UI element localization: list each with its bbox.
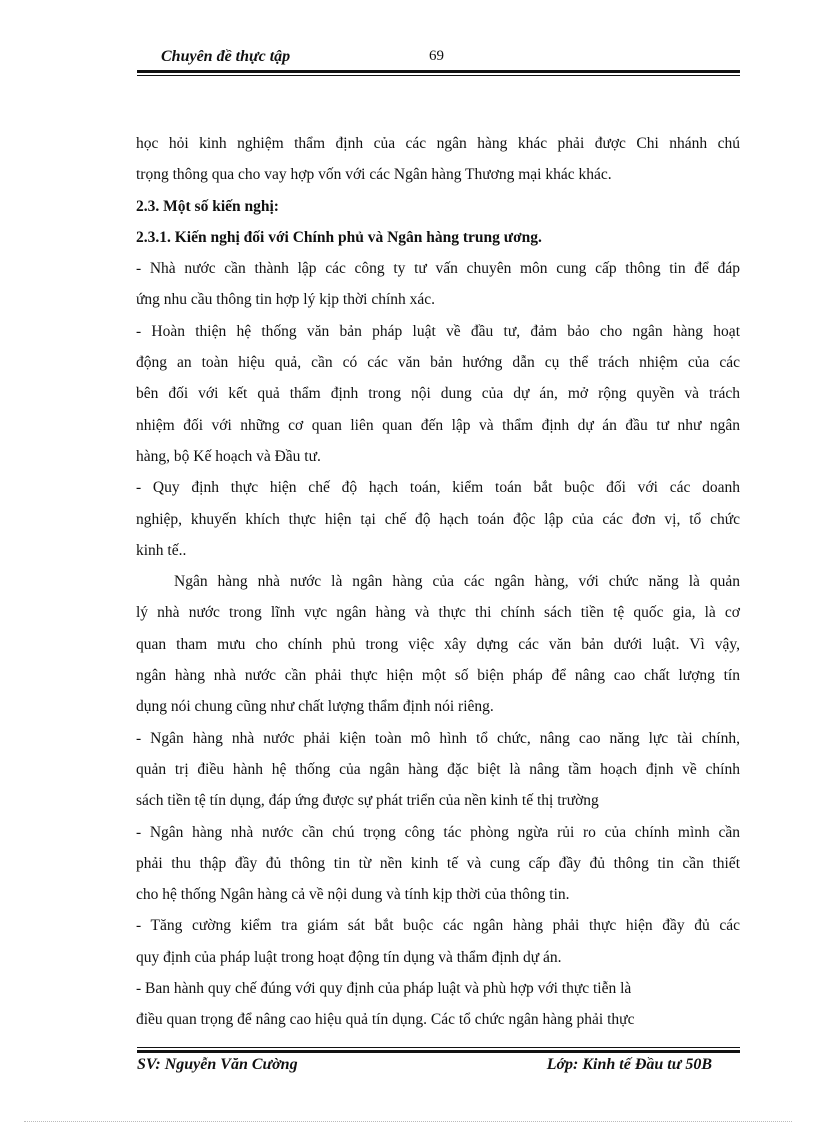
paragraph-line: ứng nhu cầu thông tin hợp lý kịp thời chính xác. — [136, 291, 436, 309]
paragraph-line: trọng thông qua cho vay hợp vốn với các Ngân hàng Thương mại khác khác. — [136, 166, 612, 184]
paragraph-line: - Ngân hàng nhà nước phải kiện toàn mô hình tổ chức, nâng cao năng lực tài chính, — [136, 729, 740, 747]
section-heading: 2.3.1. Kiến nghị đối với Chính phủ và Ngân hàng trung ương. — [136, 228, 542, 246]
paragraph-line: nghiệp, khuyến khích thực hiện tại chế độ hạch toán độc lập của các đơn vị, tổ chức — [136, 510, 740, 528]
paragraph-line: quy định của pháp luật trong hoạt động tín dụng và thẩm định dự án. — [136, 948, 562, 966]
paragraph-line: Ngân hàng nhà nước là ngân hàng của các ngân hàng, với chức năng là quản — [174, 573, 740, 591]
paragraph-line: ngân hàng nhà nước cần phải thực hiện một số biện pháp để nâng cao chất lượng tín — [136, 667, 740, 685]
paragraph-line: - Quy định thực hiện chế độ hạch toán, kiểm toán bắt buộc đối với các doanh — [136, 479, 740, 497]
paragraph-line: học hỏi kinh nghiệm thẩm định của các ngân hàng khác phải được Chi nhánh chú — [136, 135, 740, 152]
paragraph-line: - Tăng cường kiểm tra giám sát bắt buộc các ngân hàng phải thực hiện đầy đủ các — [136, 917, 740, 935]
section-heading: 2.3. Một số kiến nghị: — [136, 197, 279, 215]
paragraph-line: quản trị điều hành hệ thống của ngân hàng đặc biệt là nâng tầm hoạch định về chính — [136, 760, 740, 778]
paragraph-line: kinh tế.. — [136, 541, 187, 559]
page-footer — [137, 1056, 740, 1080]
header-rule-thin — [137, 75, 740, 76]
paragraph-line: sách tiền tệ tín dụng, đáp ứng được sự phát triển của nền kinh tế thị trường — [136, 792, 599, 810]
paragraph-line: quan tham mưu cho chính phủ trong việc xây dựng các văn bản dưới luật. Vì vậy, — [136, 635, 740, 653]
paragraph-line: dụng nói chung cũng như chất lượng thẩm định nói riêng. — [136, 698, 494, 716]
footer-student-name: SV: Nguyễn Văn Cường — [137, 1056, 298, 1073]
paragraph-line: - Hoàn thiện hệ thống văn bản pháp luật về đầu tư, đảm bảo cho ngân hàng hoạt — [136, 322, 740, 340]
paragraph-line: hàng, bộ Kế hoạch và Đầu tư. — [136, 447, 321, 465]
page-edge-divider — [24, 1121, 792, 1122]
paragraph-line: động an toàn hiệu quả, cần có các văn bản hướng dẫn cụ thể trách nhiệm của các — [136, 354, 740, 372]
paragraph-line: - Nhà nước cần thành lập các công ty tư vấn chuyên môn cung cấp thông tin để đáp — [136, 260, 740, 278]
page-number: 69 — [429, 48, 444, 64]
footer-rule-thick — [137, 1050, 740, 1053]
paragraph-line: nhiệm đối với những cơ quan liên quan đến lập và thẩm định dự án đầu tư như ngân — [136, 416, 740, 434]
footer-class-name: Lớp: Kinh tế Đầu tư 50B — [546, 1056, 712, 1073]
footer-rule-thin — [137, 1047, 740, 1048]
document-body — [136, 132, 740, 1040]
paragraph-line: lý nhà nước trong lĩnh vực ngân hàng và thực thi chính sách tiền tệ quốc gia, là cơ — [136, 604, 740, 622]
paragraph-line: điều quan trọng để nâng cao hiệu quả tín dụng. Các tổ chức ngân hàng phải thực — [136, 1011, 635, 1029]
paragraph-line: bên đối với kết quả thẩm định trong nội dung của dự án, mở rộng quyền và trách — [136, 385, 740, 403]
paragraph-line: - Ngân hàng nhà nước cần chú trọng công tác phòng ngừa rủi ro của chính mình cần — [136, 823, 740, 841]
paragraph-line: cho hệ thống Ngân hàng cả về nội dung và tính kịp thời của thông tin. — [136, 886, 570, 904]
header-rule-thick — [137, 70, 740, 73]
page-header — [137, 48, 740, 72]
paragraph-line: - Ban hành quy chế đúng với quy định của pháp luật và phù hợp với thực tiễn là — [136, 980, 632, 998]
paragraph-line: phải thu thập đầy đủ thông tin từ nền kinh tế và cung cấp đầy đủ thông tin cần thiết — [136, 854, 740, 872]
header-title: Chuyên đề thực tập — [161, 48, 291, 65]
